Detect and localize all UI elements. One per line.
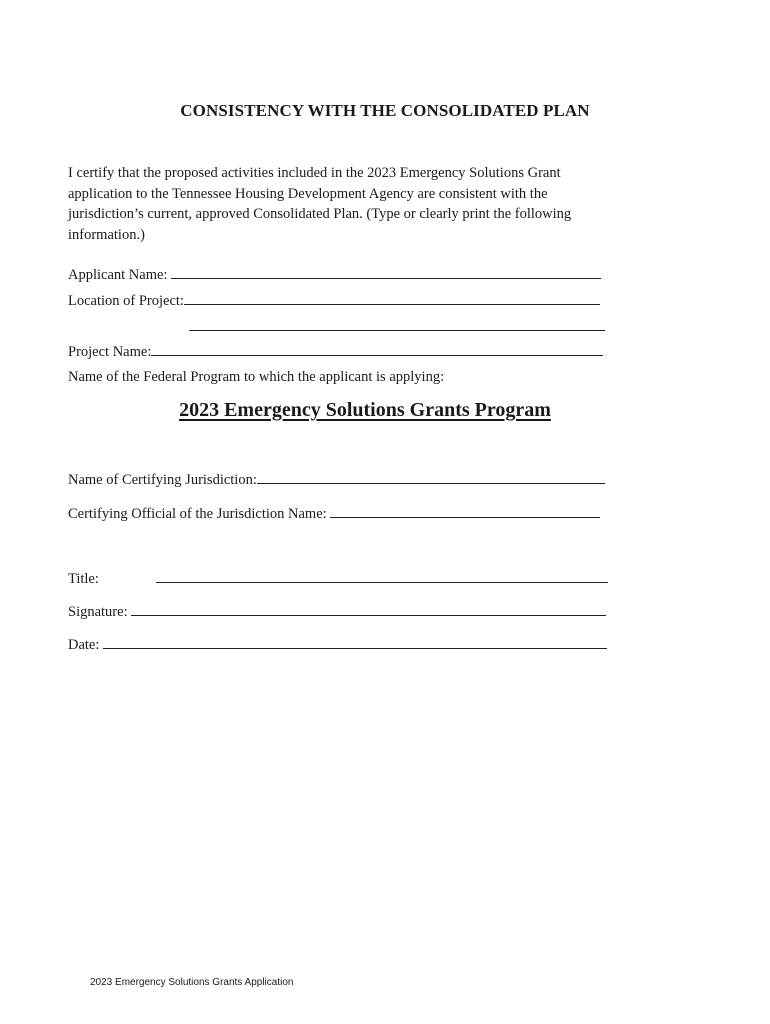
signature-field[interactable] <box>131 602 606 616</box>
program-name-text: 2023 Emergency Solutions Grants Program <box>179 399 551 421</box>
title-field[interactable] <box>156 569 608 583</box>
certification-paragraph: I certify that the proposed activities included in the 2023 Emergency Solutions Grant application to the Tennessee Housing Development Agency are consistent with the jurisdiction’s current, approved Consolidated Plan. (Type or clearly print the following information.) <box>68 165 572 243</box>
project-name-field[interactable] <box>151 342 603 356</box>
location-label: Location of Project: <box>68 293 184 309</box>
page-footer: 2023 Emergency Solutions Grants Application <box>90 977 294 988</box>
applicant-name-label: Applicant Name: <box>68 267 168 283</box>
date-label: Date: <box>68 637 100 653</box>
federal-program-label: Name of the Federal Program to which the applicant is applying: <box>68 369 445 385</box>
location-field-line-2[interactable] <box>189 317 605 331</box>
date-field[interactable] <box>103 635 607 649</box>
location-row <box>68 291 600 310</box>
location-row-2 <box>189 317 605 336</box>
title-label: Title: <box>68 571 99 587</box>
program-name <box>0 399 730 422</box>
federal-program-row <box>68 368 444 386</box>
document-title: CONSISTENCY WITH THE CONSOLIDATED PLAN <box>180 101 590 120</box>
location-field[interactable] <box>184 291 600 305</box>
certifying-official-label: Certifying Official of the Jurisdiction Name: <box>68 506 327 522</box>
project-name-row <box>68 342 603 361</box>
applicant-name-row <box>68 265 601 284</box>
certifying-jurisdiction-field[interactable] <box>257 470 605 484</box>
project-name-label: Project Name: <box>68 344 152 360</box>
date-row <box>68 635 607 654</box>
certifying-jurisdiction-row <box>68 470 605 489</box>
signature-label: Signature: <box>68 604 128 620</box>
certifying-official-field[interactable] <box>330 504 600 518</box>
applicant-name-field[interactable] <box>171 265 601 279</box>
title-row <box>68 569 608 588</box>
certifying-official-row <box>68 504 600 523</box>
certifying-jurisdiction-label: Name of Certifying Jurisdiction: <box>68 472 257 488</box>
signature-row <box>68 602 606 621</box>
